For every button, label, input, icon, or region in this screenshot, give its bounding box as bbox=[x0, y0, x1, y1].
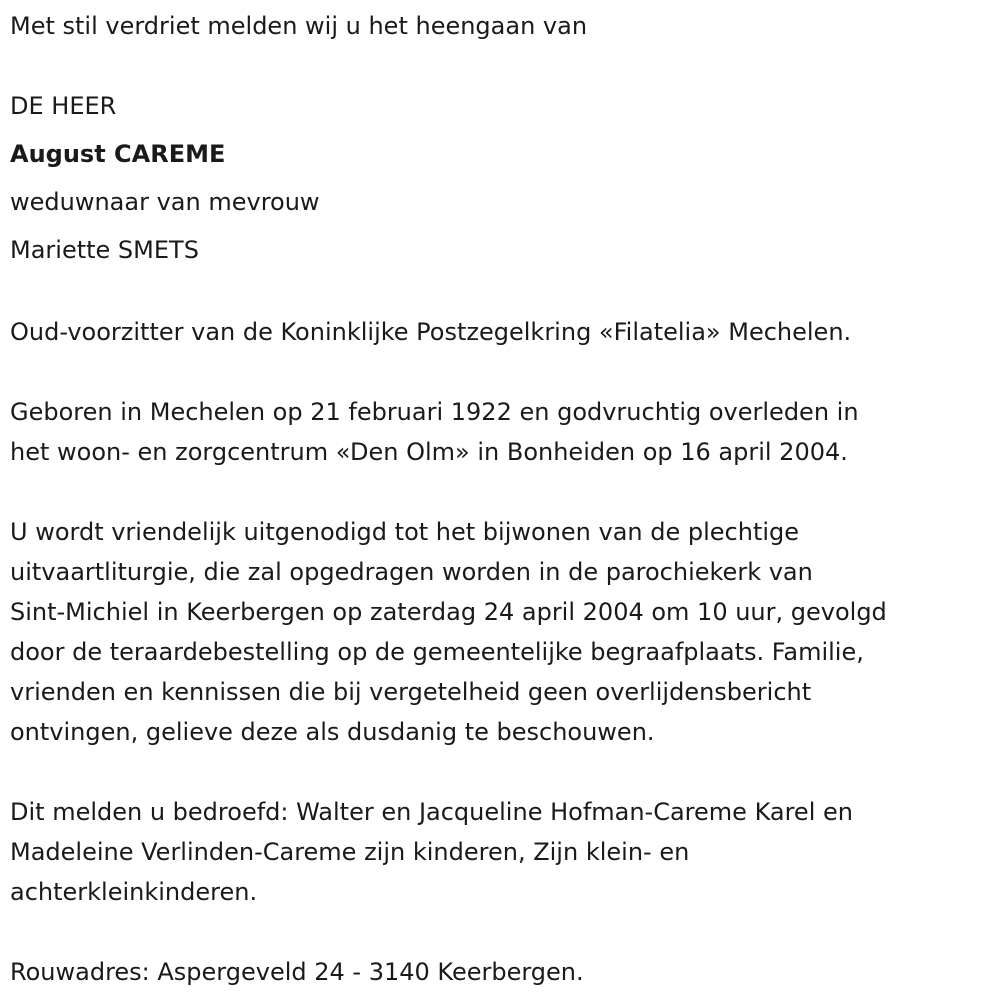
birth-line: Geboren in Mechelen op 21 februari 1922 en godvruchtig overleden in bbox=[10, 398, 859, 426]
family-line: Dit melden u bedroefd: Walter en Jacqueline Hofman-Careme Karel en bbox=[10, 798, 853, 826]
deceased-name: August CAREME bbox=[10, 140, 226, 168]
intro-text: Met stil verdriet melden wij u het heengaan van bbox=[10, 12, 588, 40]
invitation-line: ontvingen, gelieve deze als dusdanig te beschouwen. bbox=[10, 718, 655, 746]
invitation-line: uitvaartliturgie, die zal opgedragen worden in de parochiekerk van bbox=[10, 558, 813, 586]
birth-line: het woon- en zorgcentrum «Den Olm» in Bonheiden op 16 april 2004. bbox=[10, 438, 848, 466]
family-line: Madeleine Verlinden-Careme zijn kinderen, Zijn klein- en bbox=[10, 838, 690, 866]
invitation-line: vrienden en kennissen die bij vergetelheid geen overlijdensbericht bbox=[10, 678, 812, 706]
spouse-name: Mariette SMETS bbox=[10, 236, 199, 264]
obituary-notice bbox=[10, 8, 887, 994]
birth-paragraph bbox=[10, 394, 887, 474]
invitation-paragraph bbox=[10, 514, 887, 754]
title-text: DE HEER bbox=[10, 92, 117, 120]
invitation-line: door de teraardebestelling op de gemeentelijke begraafplaats. Familie, bbox=[10, 638, 864, 666]
role-text: Oud-voorzitter van de Koninklijke Postzegelkring «Filatelia» Mechelen. bbox=[10, 318, 852, 346]
family-paragraph bbox=[10, 794, 887, 914]
widow-of-text: weduwnaar van mevrouw bbox=[10, 188, 320, 216]
family-line: achterkleinkinderen. bbox=[10, 878, 258, 906]
mourning-address: Rouwadres: Aspergeveld 24 - 3140 Keerbergen. bbox=[10, 958, 584, 986]
invitation-line: U wordt vriendelijk uitgenodigd tot het bijwonen van de plechtige bbox=[10, 518, 800, 546]
invitation-line: Sint-Michiel in Keerbergen op zaterdag 24 april 2004 om 10 uur, gevolgd bbox=[10, 598, 887, 626]
